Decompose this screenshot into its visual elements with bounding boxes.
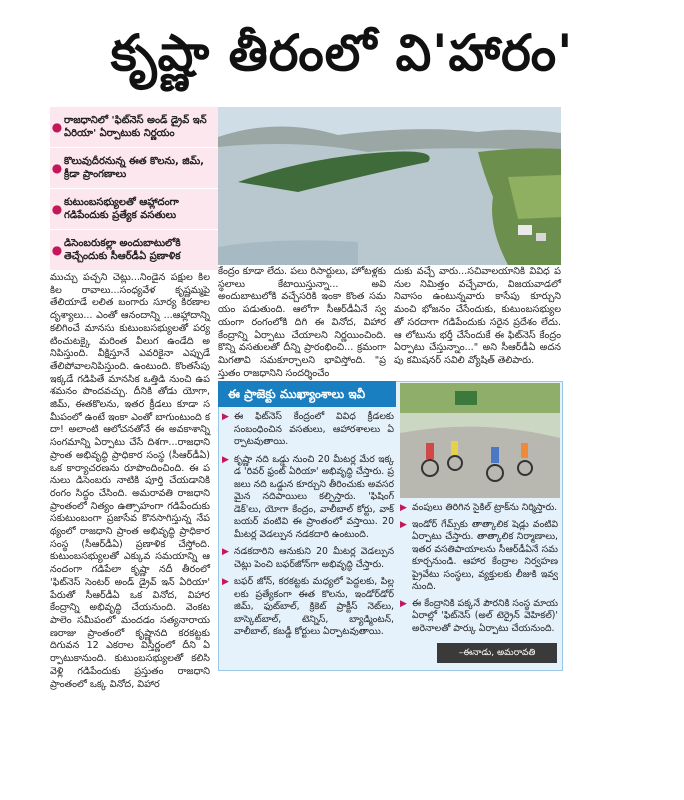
bullet-item: ● కొలువుదీరనున్న ఈత కొలను, జిమ్, క్రీడా ప్రాంగణాలు — [50, 148, 218, 189]
headline: కృష్ణా తీరంలో వి'హారం' — [110, 24, 574, 82]
highlight-item: ▶ ఈ ఫిట్‌నెస్ కేంద్రంలో వివిధ క్రీడలకు సంబంధించిన వసతులు, ఆహారశాలలు ఏర్పాటవుతాయి. — [222, 411, 394, 447]
article-column-2: కేంద్రం కూడా లేదు. పలు రిసార్టులు, హోటళ్లకు స్థలాలు కేటాయిస్తున్నా... అవి అందుబాటులోకి వచ్చేసరికి ఇంకా కొంత సమయం పడుతుంది. ఆలోగా సీఆర్‌డీఏనే స్వయంగా రంగంలోకి దిగి ఈ వినోద, విహార కేంద్రాన్ని ఏర్పాటు చేయాలని నిర్ణయించింది. కొన్ని వసతులతో దీన్ని ప్రారంభించి... క్రమంగా మిగతావి సమకూర్చాలని భావిస్తోంది. "ప్రస్తుతం రాజధానిని సందర్శించేం — [218, 266, 386, 379]
highlight-item: ▶ వంపులు తిరిగిన సైకిల్ ట్రాక్‌ను నిర్మిస్తారు. — [400, 502, 558, 513]
triangle-bullet-icon: ▶ — [222, 454, 229, 465]
highlights-right-list — [400, 502, 558, 640]
highlights-title: ఈ ప్రాజెక్టు ముఖ్యాంశాలు ఇవీ — [218, 381, 396, 407]
cycling-track-photo — [400, 383, 560, 498]
triangle-bullet-icon: ▶ — [400, 503, 407, 513]
byline-credit: –ఈనాడు, అమరావతి — [437, 643, 557, 663]
river-aerial-photo — [218, 107, 561, 265]
highlight-item: ▶ ఇండోర్ గేమ్స్‌కు తాత్కాలిక షెడ్లు వంటివి ఏర్పాటు చేస్తారు. తాత్కాలిక నిర్మాణాలు, ఇతర వసతిపాయాలను సీఆర్‌డీఏనే సమకూర్చనుండి. ఆహార కేంద్రాల నిర్వహణ ప్రైవేటు సంస్థలు, వ్యక్తులకు లీజుకి ఇవ్వనుంది. — [400, 518, 558, 592]
triangle-bullet-icon: ▶ — [222, 412, 229, 422]
dot-bullet-icon: ● — [51, 202, 63, 216]
highlight-item: ▶ బఫర్ జోన్, కరకట్టకు మధ్యలో పెద్దలకు, పిల్లలకు ప్రత్యేకంగా ఈత కొలను, ఇండోర్‌డోర్ జిమ్, ఫుట్‌బాల్, క్రికెట్ ప్రాక్టీస్ నెట్‌లు, బాస్కెట్‌బాల్, టెన్నిస్, బ్యాడ్మింటన్, వాలీబాల్, కబడ్డీ కోర్టులు ఏర్పాటవుతాయి. — [222, 576, 394, 637]
highlight-item: ▶ ఈ కేంద్రానికి పక్కనే పౌరనికి సంస్థ మాయ ఏరాల్లో 'ఫిట్‌నెస్ (అల్ టెర్రైన్ వెహికల్)' అరెనాలతో పార్కు ఏర్పాటు చేయనుంది. — [400, 597, 558, 634]
dot-bullet-icon: ● — [51, 120, 63, 134]
article-column-3: దుకు వచ్చే వారు...సచివాలయానికి వివిధ పనుల నిమిత్తం వచ్చేవారు, విజయవాడలో నివాసం ఉంటున్నవారు కాసేపు కూర్చుని మంచి భోజనం చేసేందుకు, కుటుంబసభ్యులతో సరదాగా గడిపేందుకు సరైన ప్రదేశం లేదు. ఆ లోటును భర్తీ చేసేందుకే ఈ ఫిట్‌నెస్ కేంద్రం ఏర్పాటు చేస్తున్నాం..." అని సీఆర్‌డీఏ అదనపు కమిషనర్ సవిలి వ్యోషిత్ తెలిపారు. — [394, 266, 561, 366]
highlight-item: ▶ నడకదారిని ఆనుకుని 20 మీటర్ల వెడల్పున చెట్లు పెంచి బఫర్‌జోన్‌గా అభివృద్ధి చేస్తారు. — [222, 546, 394, 570]
dot-bullet-icon: ● — [51, 243, 63, 257]
highlight-item: ▶ కృష్ణా నది ఒడ్డు నుంచి 20 మీటర్ల మేర ఇక్కడ 'రివర్ ఫ్రంట్ ఏరియా' అభివృద్ధి చేస్తారు. ప్రజలు నది ఒడ్డున కూర్చుని తీరించుకు అవసరమైన నదిపాయిలు కల్పిస్తారు. 'ఫిషింగ్ డెక్'లు, యోగా కేంద్రం, వాలీబాల్ కోర్టు, వాక్ బయర్ వంటివి ఈ ప్రాంతంలో వస్తాయి. 20 మీటర్ల వెడల్పున నడకదారి ఉంటుంది. — [222, 453, 394, 540]
summary-bullets — [50, 107, 218, 270]
highlights-left-list — [222, 411, 394, 666]
triangle-bullet-icon: ▶ — [222, 577, 229, 587]
bullet-item: ● రాజధానిలో 'ఫిట్‌నెస్ అండ్ డ్రైవ్ ఇన్ ఏరియా' ఏర్పాటుకు నిర్ణయం — [50, 107, 218, 148]
bullet-item: ● డిసెంబరుకల్లా అందుబాటులోకి తెచ్చేందుకు సీఆర్‌డీఏ ప్రణాళిక — [50, 230, 218, 271]
triangle-bullet-icon: ▶ — [222, 547, 229, 557]
dot-bullet-icon: ● — [51, 161, 63, 175]
triangle-bullet-icon: ▶ — [400, 519, 407, 530]
article-column-1: ముచ్చు పచ్చని చెట్లు...నిండైన పక్షుల కిలకిల రావాలు...సంధ్యవేళ కృష్ణమ్మపై తేలియాడే లలిత బంగారు సూర్య కిరణాల దృశ్యాలు... ఎంతో ఆనందాన్ని ...ఆహ్లాదాన్ని కలిగించే మానసు కుటుంబసభ్యులతో పర్యటించుటక్కై మరింత వీలుగ ఉండేది అనిపిస్తుంది. వీక్షిస్తూనే ఎవరికైనా ఎప్పుడే తేలిపోవాలనిపిస్తుంది. ఉంటుంది. కొంతసేపు ఇక్కడే గడిపితే మానసిక ఒత్తిడి నుంచి ఉపశమనం పొందవచ్చు. దీనికి తోడు యోగా, జిమ్, ఈతకొలను, ఇతర క్రీడలు కూడా సమీపంలో ఉంటే ఇంకా ఎంతో బాగుంటుంది కదా! అలాంటి ఆలోచనతోనే ఈ అవకాశాన్ని సంగమాన్ని ఏర్పాటు చేసే దిశగా...రాజధాని ప్రాంత అభివృద్ధి ప్రాధికార సంస్థ (సీఆర్‌డీఏ) ఒక కార్యాచరణను రూపొందించింది. ఈ పనులు డిసెంబరు నాటికి పూర్తి చేయడానికి రంగం సిద్ధం చేసింది. అమరావతి రాజధాని ప్రాంతంలో నిత్యం ఉత్సాహంగా గడిపేందుకు సకుటుంబంగా ప్రజాసేవ కొనసాగిస్తున్న నేపథ్యంలో రాజధాని ప్రాంత అభివృద్ధి ప్రాధికార సంస్థ (సీఆర్‌డీఏ) ప్రణాళిక చేస్తోంది. కుటుంబసభ్యులతో ఎక్కువ సమయాన్ని ఆనందంగా గడిపేలా కృష్ణా నదీ తీరంలో 'ఫిట్‌నెస్ సెంటర్ అండ్ డ్రైవ్ ఇన్ ఏరియా' పేరుతో సీఆర్‌డీఏ ఒక వినోద, విహార కేంద్రాన్ని అభివృద్ధి చేయనుంది. వెంకటపాలెం సమీపంలో మందడం సత్యనారాయణరాజు ప్రాంతంలో కృష్ణానది కరకట్టకు దిగువన 12 ఎకరాల విస్తీర్ణంలో దీని ఏర్పాటుకానుంది. కుటుంబసభ్యులతో కలిసి వెళ్లి గడిపేందుకు ప్రస్తుతం రాజధాని ప్రాంతంలో ఒక్క వినోద, విహార — [50, 272, 210, 690]
bullet-item: ● కుటుంబసభ్యులతో ఆహ్లాదంగా గడిపేందుకు ప్రత్యేక వసతులు — [50, 189, 218, 230]
triangle-bullet-icon: ▶ — [400, 598, 407, 609]
